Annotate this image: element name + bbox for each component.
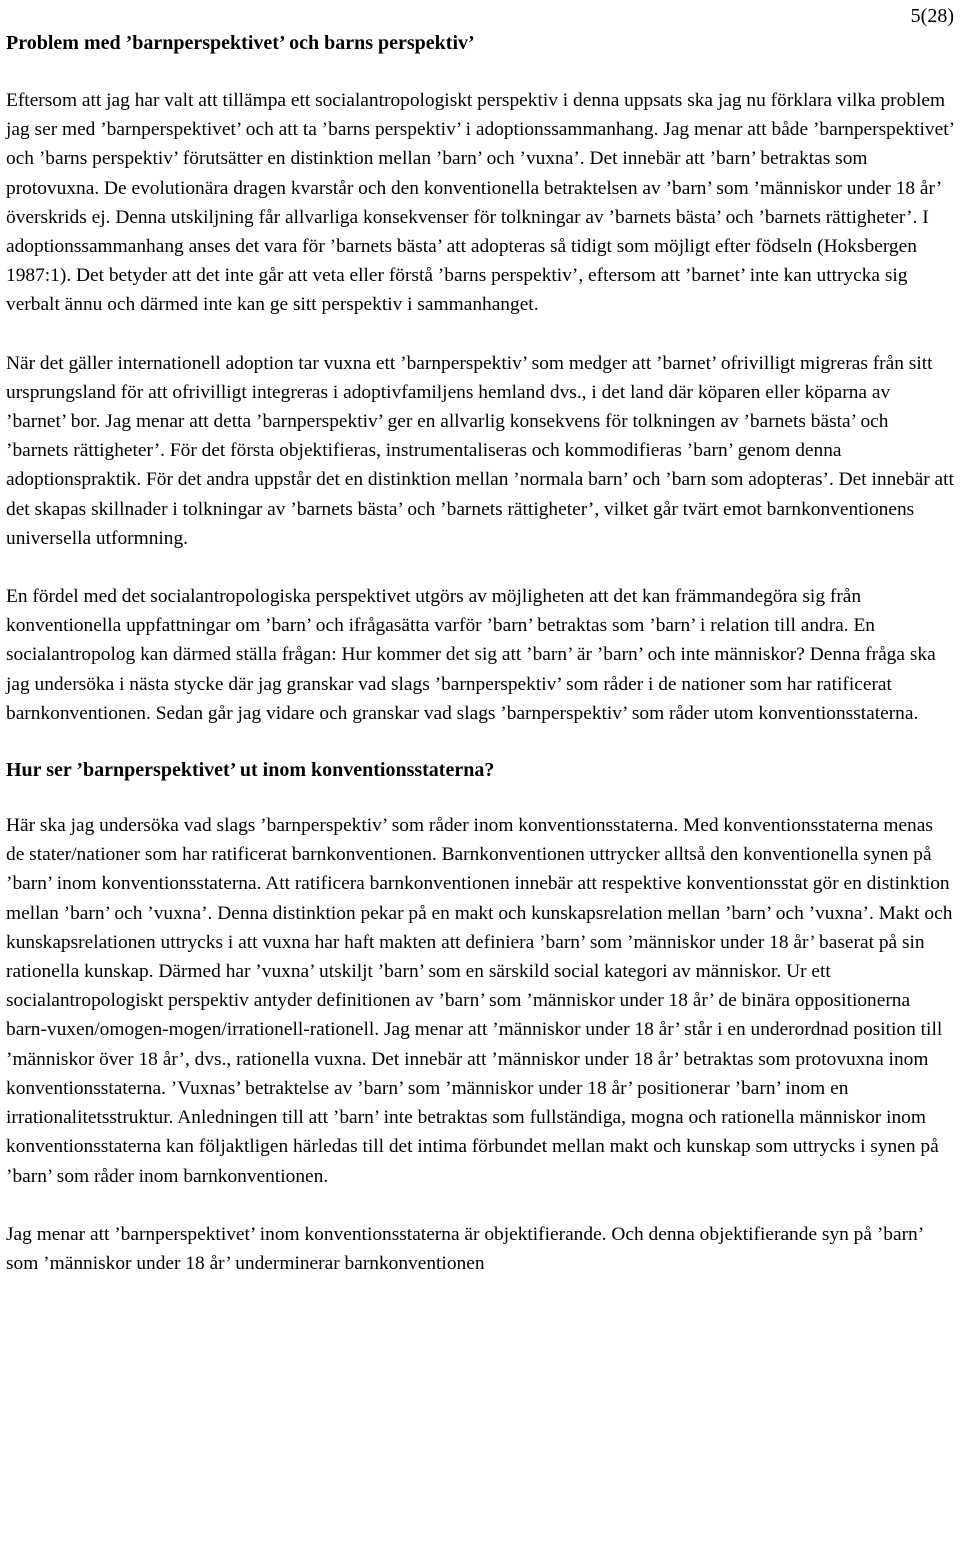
section-heading-konventionsstaterna: Hur ser ’barnperspektivet’ ut inom konventionsstaterna?	[6, 759, 495, 782]
section-heading-problem: Problem med ’barnperspektivet’ och barns perspektiv’	[6, 32, 475, 54]
paragraph: Här ska jag undersöka vad slags ’barnperspektiv’ som råder inom konventionsstaterna. Med konventionsstaterna menas de stater/nationer som har ratificerat barnkonventionen. Barnkonventionen uttrycker alltså den konventionella synen på ’barn’ inom konventionsstaterna. Att ratificera barnkonventionen innebär att respektive konventionsstat gör en distinktion mellan ’barn’ och ’vuxna’. Denna distinktion pekar på en makt och kunskapsrelation mellan ’barn’ och ’vuxna’. Makt och kunskapsrelationen uttrycks i att vuxna har haft makten att definiera ’barn’ som ’människor under 18 år’ baserat på sin rationella kunskap. Därmed har ’vuxna’ utskiljt ’barn’ som en särskild social kategori av människor. Ur ett socialantropologiskt perspektiv antyder definitionen av ’barn’ som ’människor under 18 år’ de binära oppositionerna barn-vuxen/omogen-mogen/irrationell-rationell. Jag menar att ’människor under 18 år’ står i en underordnad position till ’människor över 18 år’, dvs., rationella vuxna. Det innebär att ’människor under 18 år’ betraktas som protovuxna inom konventionsstaterna. ’Vuxnas’ betraktelse av ’barn’ som ’människor under 18 år’ positionerar ’barn’ inom en irrationalitetsstruktur. Anledningen till att ’barn’ inte betraktas som fullständiga, mogna och rationella människor inom konventionsstaterna kan följaktligen härledas till det intima förbundet mellan makt och kunskap som uttrycks i synen på ’barn’ som råder inom barnkonventionen.	[6, 815, 953, 1187]
paragraph: Jag menar att ’barnperspektivet’ inom konventionsstaterna är objektifierande. Och denna objektifierande syn på ’barn’ som ’människor under 18 år’ underminerar barnkonventionen	[6, 1223, 923, 1274]
page-number: 5(28)	[910, 5, 954, 27]
paragraph: Eftersom att jag har valt att tillämpa ett socialantropologiskt perspektiv i denna uppsats ska jag nu förklara vilka problem jag ser med ’barnperspektivet’ och att ta ’barns perspektiv’ i adoptionssammanhang. Jag menar att både ’barnperspektivet’ och ’barns perspektiv’ förutsätter en distinktion mellan ’barn’ och ’vuxna’. Det innebär att ’barn’ betraktas som protovuxna. De evolutionära dragen kvarstår och den konventionella betraktelsen av ’barn’ som ’människor under 18 år’ överskrids ej. Denna utskiljning får allvarliga konsekvenser för tolkningar av ’barnets bästa’ och ’barnets rättigheter’. I adoptionssammanhang anses det vara för ’barnets bästa’ att adopteras så tidigt som möjligt efter födseln (Hoksbergen 1987:1). Det betyder att det inte går att veta eller förstå ’barns perspektiv’, eftersom att ’barnet’ inte kan uttrycka sig verbalt ännu och därmed inte kan ge sitt perspektiv i sammanhanget.	[6, 90, 954, 316]
document-body	[6, 30, 954, 1278]
paragraph: En fördel med det socialantropologiska perspektivet utgörs av möjligheten att det kan främmandegöra sig från konventionella uppfattningar om ’barn’ och ifrågasätta varför ’barn’ betraktas som ’barn’ i relation till andra. En socialantropolog kan därmed ställa frågan: Hur kommer det sig att ’barn’ är ’barn’ och inte människor? Denna fråga ska jag undersöka i nästa stycke där jag granskar vad slags ’barnperspektiv’ som råder i de nationer som har ratificerat barnkonventionen. Sedan går jag vidare och granskar vad slags ’barnperspektiv’ som råder utom konventionsstaterna.	[6, 586, 936, 724]
paragraph: När det gäller internationell adoption tar vuxna ett ’barnperspektiv’ som medger att ’barnet’ ofrivilligt migreras från sitt ursprungsland för att ofrivilligt integreras i adoptivfamiljens hemland dvs., i det land där köparen eller köparna av ’barnet’ bor. Jag menar att detta ’barnperspektiv’ ger en allvarlig konsekvens för tolkningen av ’barnets bästa’ och ’barnets rättigheter’. För det första objektifieras, instrumentaliseras och kommodifieras ’barn’ genom denna adoptionspraktik. För det andra uppstår det en distinktion mellan ’normala barn’ och ’barn som adopteras’. Det innebär att det skapas skillnader i tolkningar av ’barnets bästa’ och ’barnets rättigheter’, vilket går tvärt emot barnkonventionens universella utformning.	[6, 352, 954, 549]
